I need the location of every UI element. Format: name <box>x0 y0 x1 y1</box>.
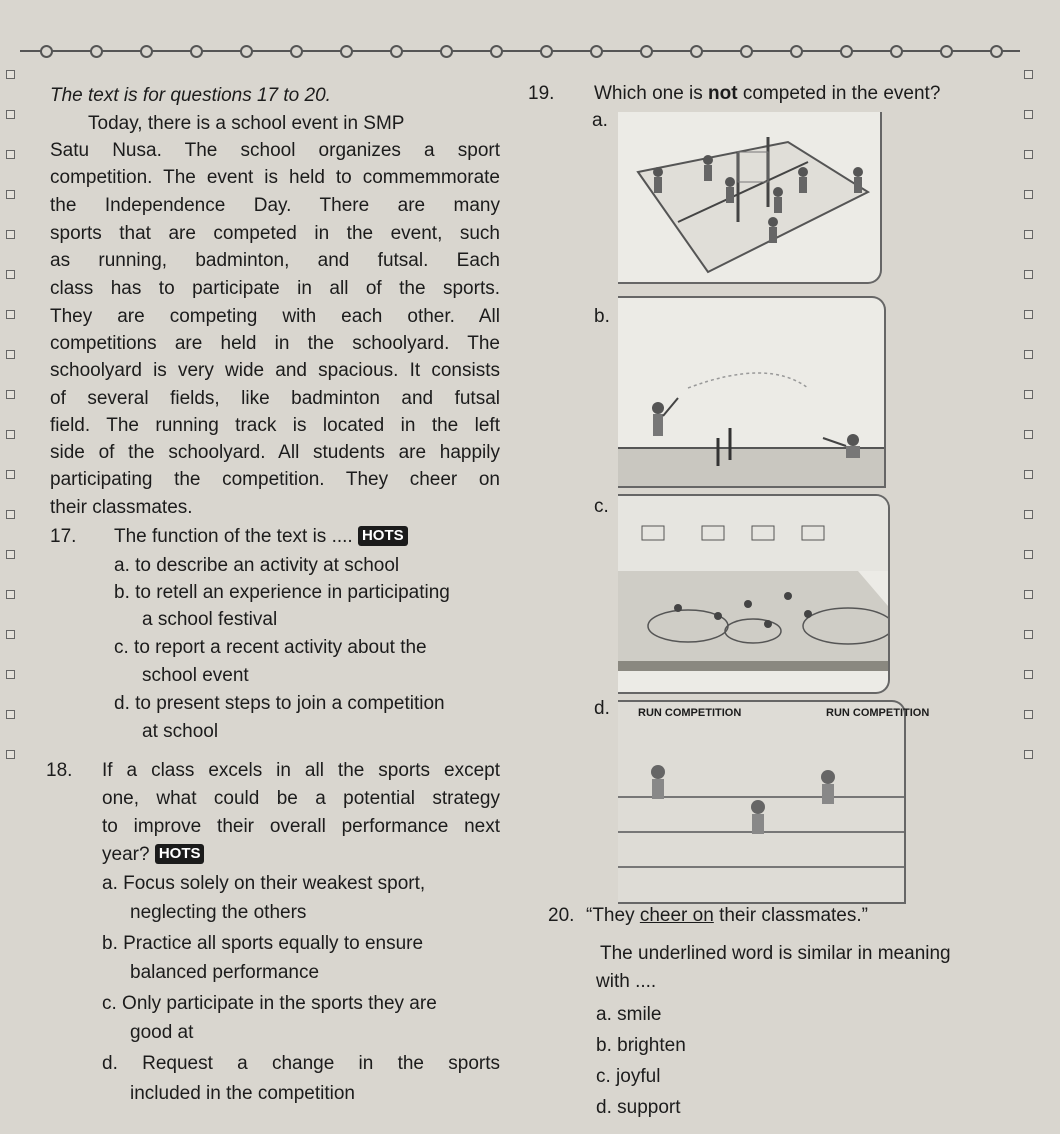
futsal-court-illustration <box>618 496 888 692</box>
option-a[interactable]: a. Focus solely on their weakest sport, <box>102 873 426 894</box>
option-b-cont: balanced performance <box>130 962 320 983</box>
passage-line: Today, there is a school event in SMP <box>88 113 405 134</box>
intro-text: The text is for questions 17 to 20. <box>50 85 331 106</box>
question-number: 19. <box>528 83 555 104</box>
question-number: 18. <box>46 760 73 781</box>
option-c[interactable]: c. to report a recent activity about the <box>114 637 427 658</box>
option-c-cont: school event <box>142 665 249 686</box>
running-race-illustration <box>618 702 904 902</box>
left-border-decoration <box>4 70 16 830</box>
passage-line: competition. The event is held to commemmorate <box>50 167 500 188</box>
hots-badge: HOTS <box>358 526 408 546</box>
stem-text: competed in the event? <box>737 83 941 104</box>
passage-line: side of the schoolyard. All students are happily <box>50 442 500 463</box>
badminton-singles-picture[interactable] <box>618 296 886 488</box>
passage-line: Satu Nusa. The school organizes a sport <box>50 140 500 161</box>
passage-line: the Independence Day. There are many <box>50 195 500 216</box>
option-a[interactable]: a. smile <box>596 1004 662 1025</box>
passage-line: as running, badminton, and futsal. Each <box>50 250 500 271</box>
question-stem-line: to improve their overall performance next <box>102 816 500 837</box>
option-b-label[interactable]: b. <box>594 306 610 327</box>
question-number: 20. <box>548 905 575 926</box>
option-d-cont: included in the competition <box>130 1083 355 1104</box>
option-c[interactable]: c. Only participate in the sports they are <box>102 993 437 1014</box>
question-number: 17. <box>50 526 77 547</box>
question-stem-line <box>102 841 204 868</box>
stem-text: Which one is <box>594 83 709 104</box>
question-stem-line: If a class excels in all the sports except <box>102 760 500 781</box>
spiral-binding <box>20 40 1020 60</box>
badminton-doubles-illustration <box>618 112 880 282</box>
banner-left: RUN COMPETITION <box>638 707 742 719</box>
banner-right: RUN COMPETITION <box>826 707 930 719</box>
quote-text: their classmates.” <box>713 905 868 926</box>
stem-text: year? <box>102 844 150 865</box>
option-b[interactable]: b. brighten <box>596 1035 686 1056</box>
option-d[interactable]: d. to present steps to join a competition <box>114 693 445 714</box>
option-a-cont: neglecting the others <box>130 902 307 923</box>
question-stem-line: one, what could be a potential strategy <box>102 788 500 809</box>
option-d-label[interactable]: d. <box>594 698 610 719</box>
quote-sentence <box>586 902 868 929</box>
badminton-doubles-picture[interactable] <box>618 112 882 284</box>
passage-line: their classmates. <box>50 497 193 518</box>
passage-line: schoolyard is very wide and spacious. It consists <box>50 360 500 381</box>
passage-line: field. The running track is located in the left <box>50 415 500 436</box>
option-b-cont: a school festival <box>142 609 278 630</box>
hots-badge: HOTS <box>155 844 205 864</box>
stem-emphasis: not <box>708 83 738 104</box>
option-c[interactable]: c. joyful <box>596 1066 661 1087</box>
passage-line: class has to participate in all of the sports. <box>50 278 500 299</box>
option-a[interactable]: a. to describe an activity at school <box>114 555 400 576</box>
question-stem <box>594 80 940 107</box>
passage-line: of several fields, like badminton and futsal <box>50 388 500 409</box>
badminton-singles-illustration <box>618 298 884 486</box>
passage-line: They are competing with each other. All <box>50 306 500 327</box>
option-a-label[interactable]: a. <box>592 110 608 131</box>
option-b[interactable]: b. Practice all sports equally to ensure <box>102 933 424 954</box>
passage-line: participating the competition. They cheer on <box>50 469 500 490</box>
question-stem <box>114 523 408 550</box>
quote-text: “They <box>586 905 640 926</box>
option-c-cont: good at <box>130 1022 194 1043</box>
passage-line: sports that are competed in the event, such <box>50 223 500 244</box>
question-stem-line: with .... <box>596 971 657 992</box>
passage-line: competitions are held in the schoolyard. The <box>50 333 500 354</box>
option-d-cont: at school <box>142 721 219 742</box>
option-d[interactable]: d. Request a change in the sports <box>102 1053 500 1074</box>
option-b[interactable]: b. to retell an experience in participating <box>114 582 450 603</box>
option-c-label[interactable]: c. <box>594 496 609 517</box>
running-race-picture[interactable] <box>618 700 906 904</box>
underlined-word: cheer on <box>639 905 714 926</box>
question-stem-line: The underlined word is similar in meaning <box>600 943 951 964</box>
futsal-court-picture[interactable] <box>618 494 890 694</box>
option-d[interactable]: d. support <box>596 1097 681 1118</box>
right-border-decoration <box>1022 70 1034 830</box>
stem-text: The function of the text is .... <box>114 526 353 547</box>
